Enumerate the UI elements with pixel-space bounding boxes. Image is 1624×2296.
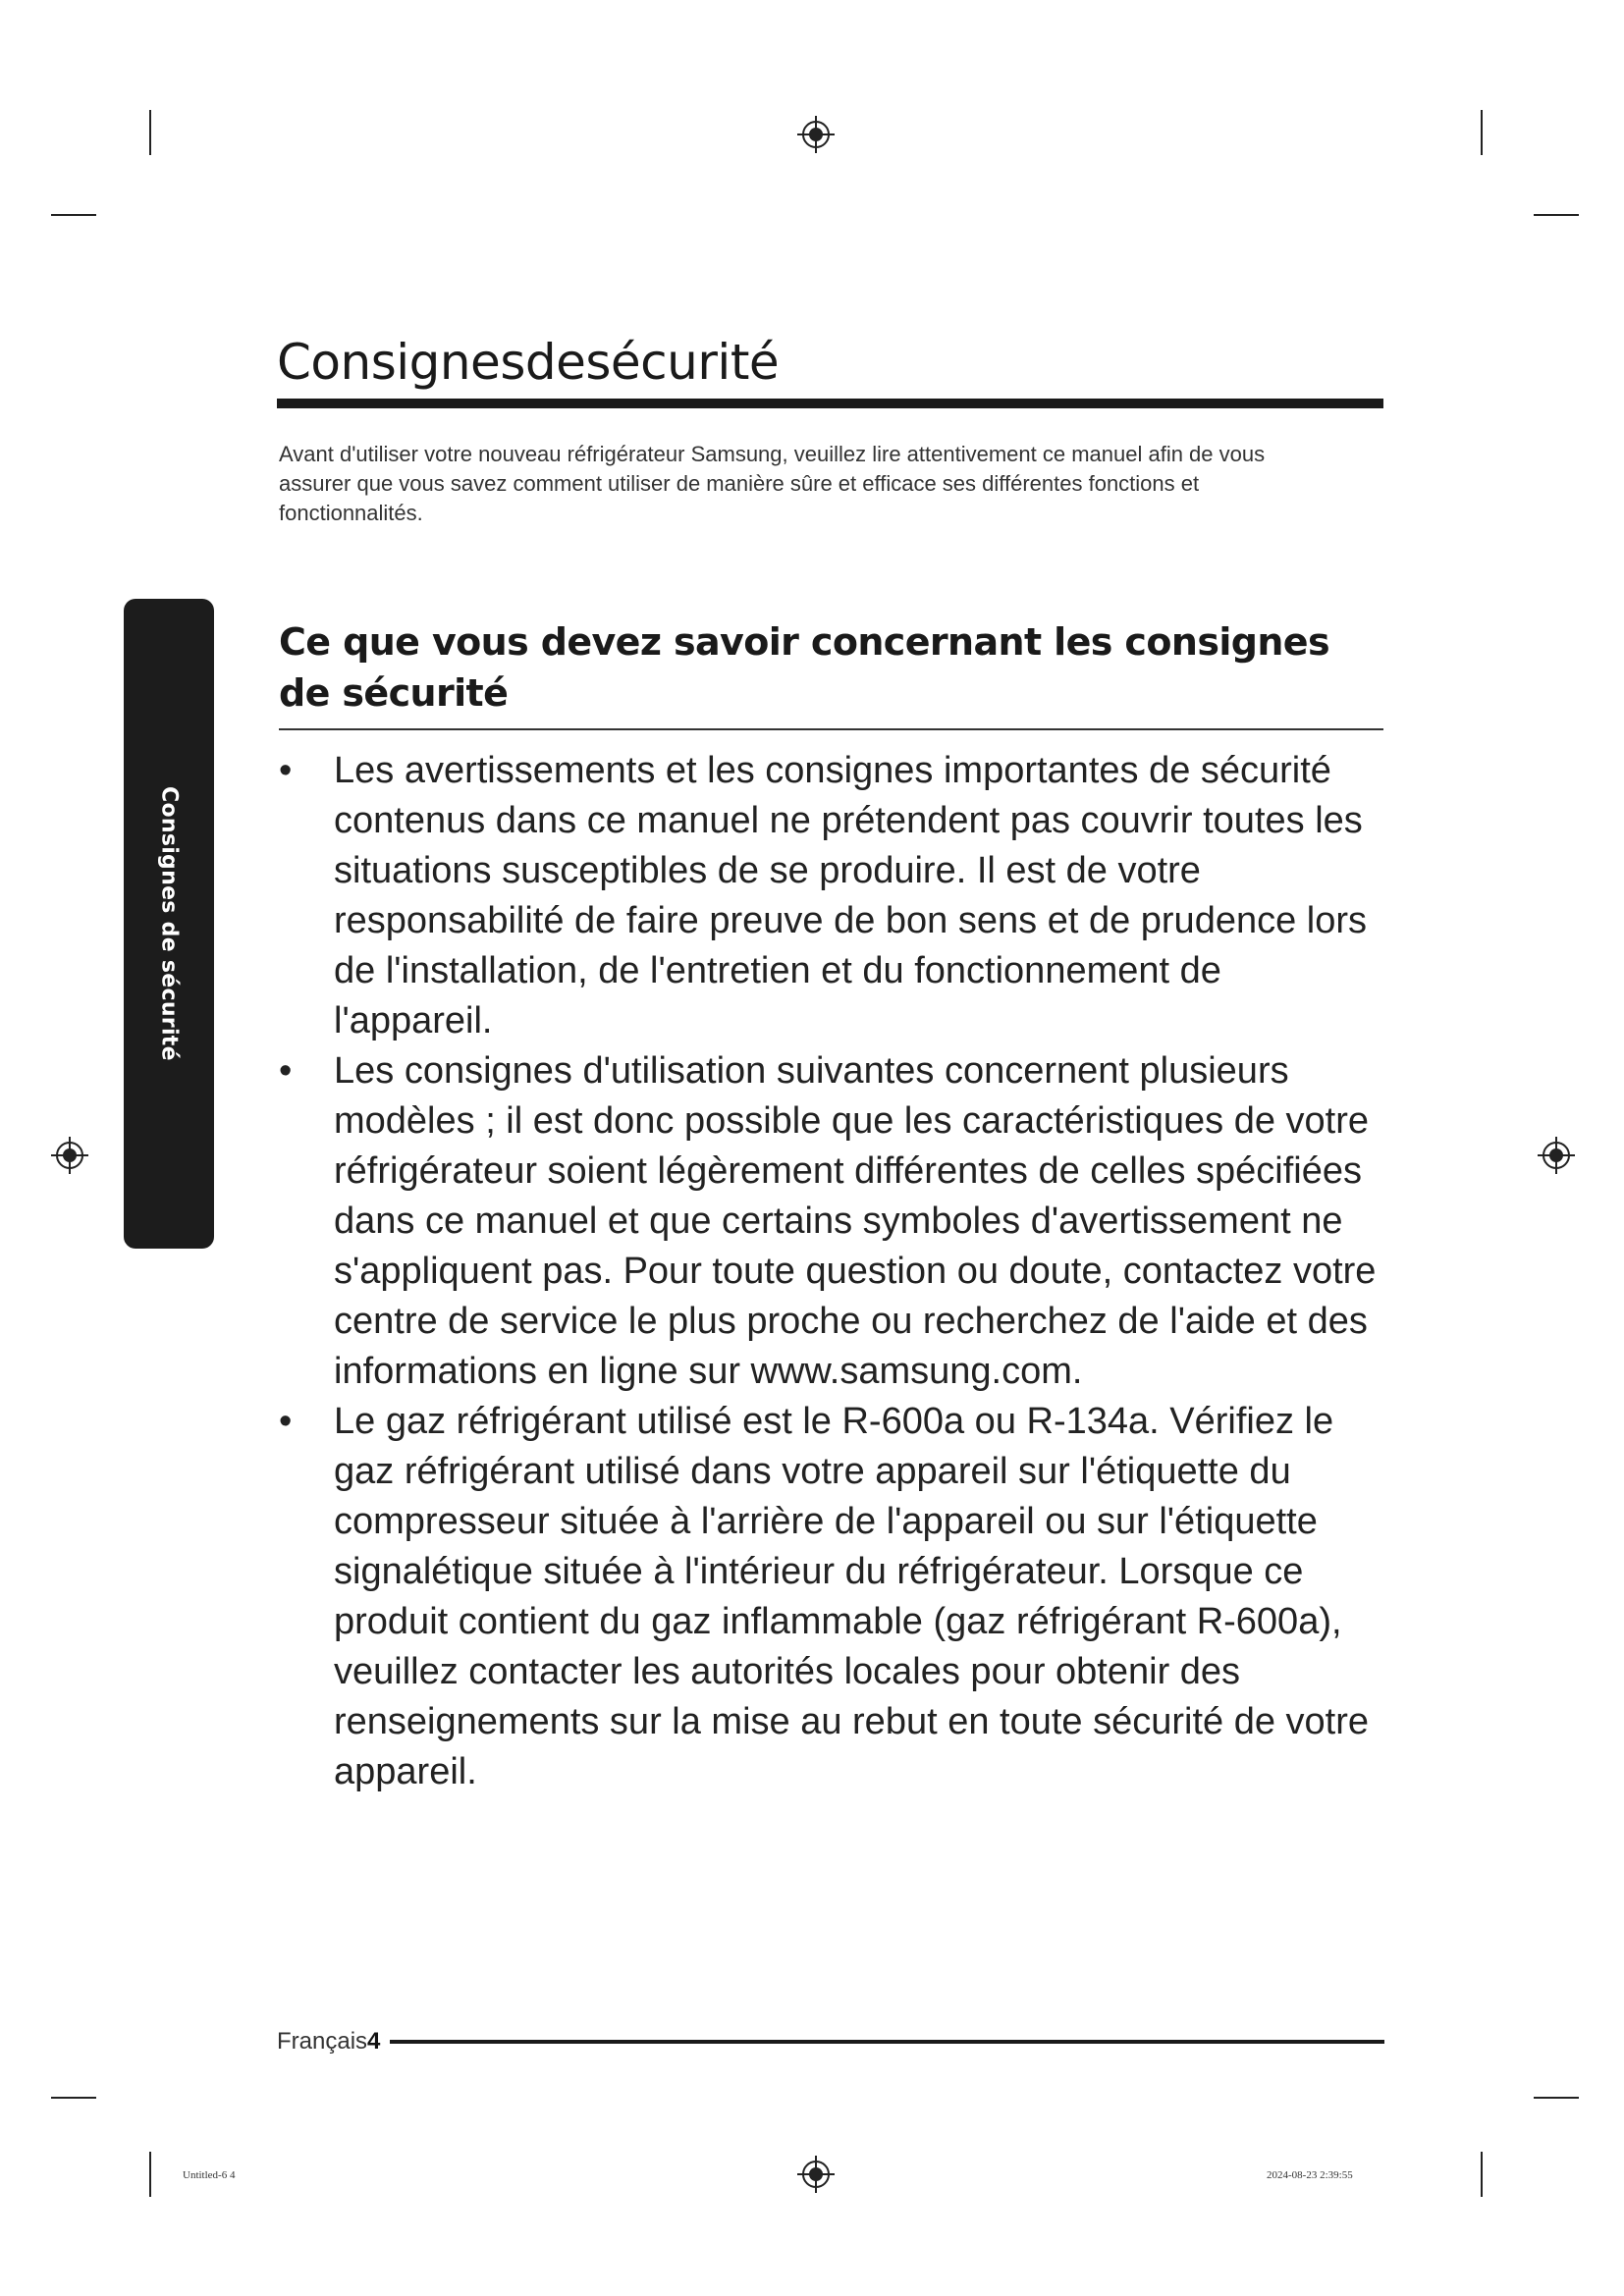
crop-mark	[149, 2152, 151, 2197]
list-item	[279, 746, 1388, 1046]
registration-mark-icon	[1538, 1137, 1575, 1174]
print-slug-right: 2024-08-23 2:39:55	[1267, 2169, 1353, 2181]
registration-mark-icon	[51, 1137, 88, 1174]
bullet-text: Les consignes d'utilisation suivantes concernent plusieurs modèles ; il est donc possible que les caractéristiques de votre réfrigérateur soient légèrement différentes de celles spécifiées dans ce manuel et que certains symboles d'avertissement ne s'appliquent pas. Pour toute question ou doute, contactez votre centre de service le plus proche ou recherchez de l'aide et des informations en ligne sur www.samsung.com.	[334, 1050, 1377, 1392]
crop-mark	[51, 2097, 96, 2099]
list-item	[279, 1397, 1388, 1797]
registration-mark-icon	[797, 2156, 835, 2193]
bullet-icon: •	[279, 1050, 293, 1092]
section-heading: Ce que vous devez savoir concernant les consignes de sécurité	[279, 616, 1383, 730]
crop-mark	[149, 110, 151, 155]
page-title: Consignesdesécurité	[277, 334, 1383, 408]
bullet-text: Le gaz réfrigérant utilisé est le R-600a ou R-134a. Vérifiez le gaz réfrigérant utilisé dans votre appareil sur l'étiquette du compresseur située à l'arrière de l'appareil ou sur l'étiquette signalétique située à l'intérieur du réfrigérateur. Lorsque ce produit contient du gaz inflammable (gaz réfrigérant R-600a), veuillez contacter les autorités locales pour obtenir des renseignements sur la mise au rebut en toute sécurité de votre appareil.	[334, 1401, 1370, 1792]
crop-mark	[1534, 2097, 1579, 2099]
bullet-icon: •	[279, 750, 293, 791]
side-tab-label: Consignes de sécurité	[156, 786, 182, 1061]
page-footer	[277, 2022, 1384, 2061]
safety-bullet-list	[279, 746, 1388, 1797]
crop-mark	[1481, 2152, 1483, 2197]
crop-mark	[1481, 110, 1483, 155]
crop-mark	[51, 214, 96, 216]
page-number: 4	[367, 2028, 381, 2055]
intro-paragraph: Avant d'utiliser votre nouveau réfrigérateur Samsung, veuillez lire attentivement ce manuel afin de vous assurer que vous savez comment utiliser de manière sûre et efficace ses différentes fonctions et fonctionnalités.	[279, 442, 1266, 525]
footer-language: Français	[277, 2028, 368, 2055]
print-slug-left: Untitled-6 4	[183, 2169, 236, 2181]
bullet-icon: •	[279, 1401, 293, 1442]
footer-rule	[390, 2040, 1384, 2044]
registration-mark-icon	[797, 116, 835, 153]
bullet-text: Les avertissements et les consignes importantes de sécurité contenus dans ce manuel ne prétendent pas couvrir toutes les situations susceptibles de se produire. Il est de votre responsabilité de faire preuve de bon sens et de prudence lors de l'installation, de l'entretien et du fonctionnement de l'appareil.	[334, 750, 1368, 1041]
list-item	[279, 1046, 1388, 1397]
side-tab	[124, 599, 214, 1249]
crop-mark	[1534, 214, 1579, 216]
